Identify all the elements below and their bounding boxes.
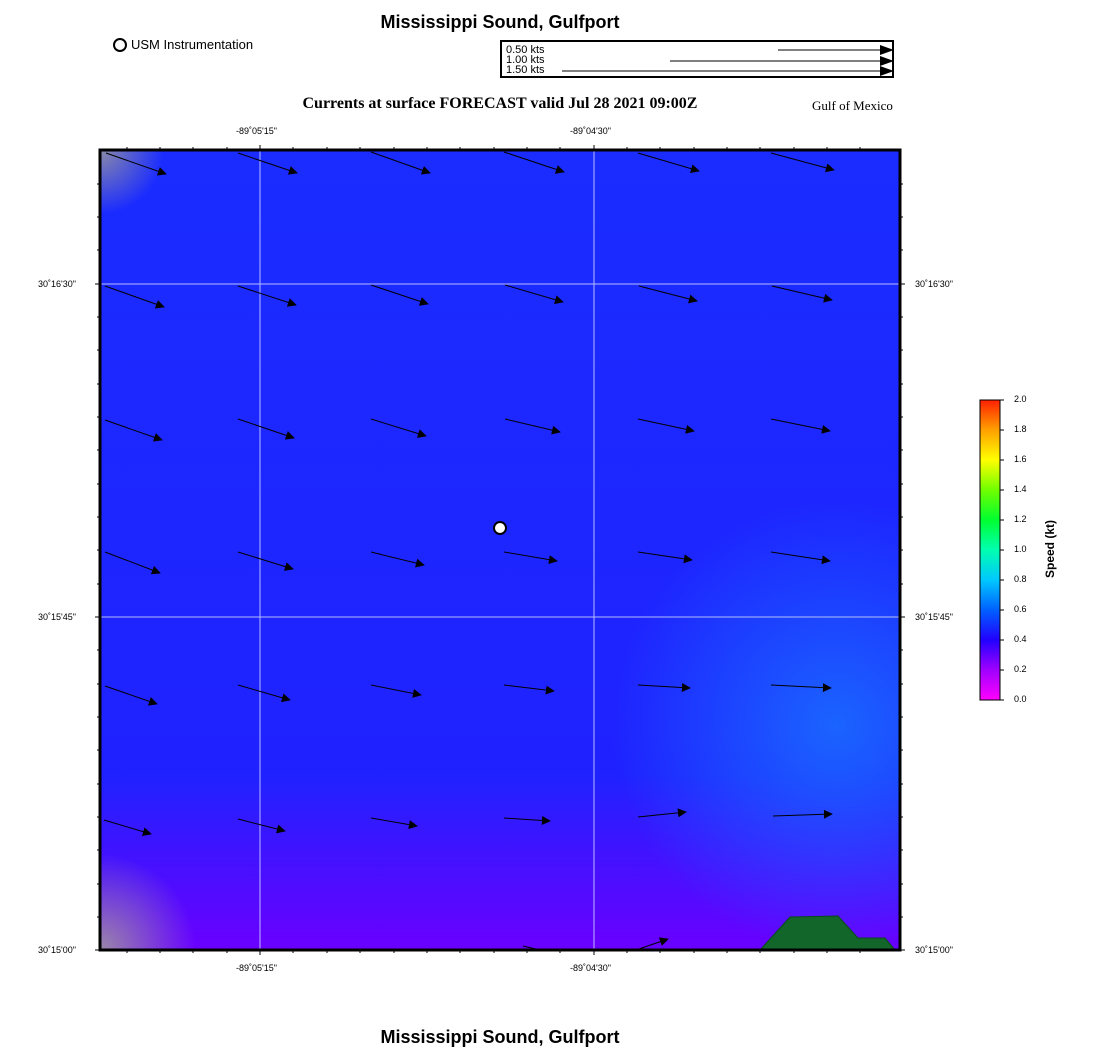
cbar-tick-3: 0.6: [1014, 604, 1027, 614]
cbar-tick-2: 0.4: [1014, 634, 1027, 644]
lon-label-top-1: -89˚05'15": [236, 126, 277, 136]
cbar-tick-8: 1.6: [1014, 454, 1027, 464]
speed-colorbar: [980, 400, 1004, 700]
lon-label-bottom-1: -89˚05'15": [236, 963, 277, 973]
lat-label-right-1: 30˚16'30": [915, 279, 953, 289]
lat-label-right-2: 30˚15'45": [915, 612, 953, 622]
cbar-tick-7: 1.4: [1014, 484, 1027, 494]
lat-label-right-3: 30˚15'00": [915, 945, 953, 955]
forecast-subtitle: Currents at surface FORECAST valid Jul 28 2021 09:00Z: [302, 95, 698, 112]
usm-station-marker: [494, 522, 506, 534]
lat-label-left-2: 30˚15'45": [38, 612, 76, 622]
cbar-tick-0: 0.0: [1014, 694, 1027, 704]
colorbar-title: Speed (kt): [1043, 520, 1057, 579]
map-title: Mississippi Sound, Gulfport: [380, 12, 620, 32]
lat-label-left-3: 30˚15'00": [38, 945, 76, 955]
lat-label-left-1: 30˚16'30": [38, 279, 76, 289]
cbar-tick-1: 0.2: [1014, 664, 1027, 674]
cbar-tick-9: 1.8: [1014, 424, 1027, 434]
region-label: Gulf of Mexico: [812, 98, 893, 113]
scale-label-0: 0.50 kts: [506, 44, 545, 56]
cbar-tick-5: 1.0: [1014, 544, 1027, 554]
lon-label-top-2: -89˚04'30": [570, 126, 611, 136]
cbar-tick-10: 2.0: [1014, 394, 1027, 404]
scale-label-1: 1.00 kts: [506, 54, 545, 66]
cbar-tick-4: 0.8: [1014, 574, 1027, 584]
map-frame: [95, 145, 905, 955]
lon-label-bottom-2: -89˚04'30": [570, 963, 611, 973]
cbar-tick-6: 1.2: [1014, 514, 1027, 524]
footer-title: Mississippi Sound, Gulfport: [380, 1027, 620, 1047]
scale-label-2: 1.50 kts: [506, 64, 545, 76]
station-legend-label: USM Instrumentation: [131, 37, 254, 52]
